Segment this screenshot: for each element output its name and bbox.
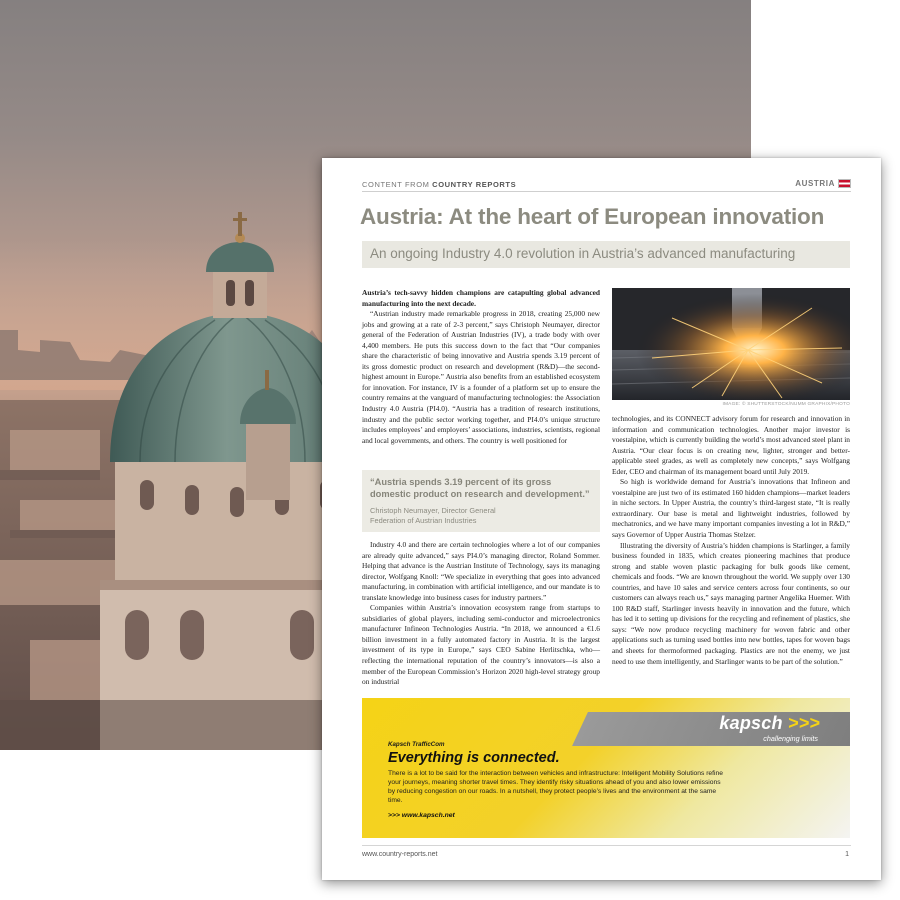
pull-quote-author: Christoph Neumayer, Director General [370,506,496,515]
pull-quote-text: “Austria spends 3.19 percent of its gross domestic product on research and development.” [370,477,590,499]
ad-url-link[interactable]: >>> www.kapsch.net [388,812,455,819]
header-prefix: CONTENT FROM [362,180,433,189]
body-paragraph: So high is worldwide demand for Austria’s innovations that Infineon and voestalpine are just two of its estimated 160 hidden champions—market leaders in niche sectors. In Upper Austria, the country’s third-largest state, “It is really extraordinary. Our base is metal and lightweight industries, followed by mechatronics, and we have many important companies investing a lot in R&D,” says Governor of Upper Austria Thomas Stelzer. [612,477,850,540]
header-country-label: AUSTRIA [795,179,835,188]
article-subtitle: An ongoing Industry 4.0 revolution in Austria’s advanced manufacturing [370,246,796,261]
lead-paragraph: Austria’s tech-savvy hidden champions are catapulting global advanced manufacturing into the next decade. [362,288,600,308]
austria-flag-icon [838,179,851,188]
kapsch-logo-word: kapsch [719,713,783,733]
body-paragraph: Industry 4.0 and there are certain technologies where a lot of our companies are already quite advanced,” says PI4.0’s managing director, Roland Sommer. Helping that advance is the Austrian Institute of Technology, says its managing director, Wolfgang Knoll: “We specialize in everything that goes into advanced manufacturing, in combination with artificial intelligence, and our mandate is to translate knowledge into business cases for industry partners.” [362,540,600,602]
body-paragraph: Illustrating the diversity of Austria’s hidden champions is Starlinger, a family business founded in 1835, which creates pioneering machines that produce strong and stable woven plastic packaging for bulk goods like cement, chemicals and foods. “We are known throughout the world. We supply over 130 countries, and have 10 sales and service centers across four continents, so our customers can always reach us,” says managing partner Angelika Huemer. With 100 R&D staff, Starlinger invests heavily in innovation and the future, which has led it to setting up divisions for the recycling and refinement of plastics, she says: “We now produce recycling machinery for woven fabric and other applications such as turning used bottles into new bottles, tapes for woven bags and sheets for thermoformed packaging. Plastics are not the enemy, we just need to use them intelligently, and Starlinger wants to be part of the solution.” [612,540,850,666]
article-title: Austria: At the heart of European innovation [360,204,825,229]
footer-url-link[interactable]: www.country-reports.net [362,851,438,858]
kapsch-logo [719,713,820,734]
ad-tagline: challenging limits [763,734,818,743]
pull-quote-attribution [370,506,496,525]
ad-body: There is a lot to be said for the interaction between vehicles and infrastructure: Intelligent Mobility Solutions refine your journeys, meaning shorter travel times. They identify risky situations ahead of you and also lower emissions by reducing congestion on our roads. In a nutshell, they protect people’s lives and the environment at the same time. [388,770,723,805]
pull-quote-org: Federation of Austrian Industries [370,515,477,525]
header-country [795,179,851,188]
subtitle-bar [362,241,850,268]
laser-cutting-illustration [612,288,850,400]
ad-headline: Everything is connected. [388,750,560,766]
header-source [362,180,516,189]
footer-divider [362,845,851,846]
pull-quote [362,470,600,532]
ad-brand: Kapsch TrafficCom [388,741,445,748]
kapsch-logo-arrows: >>> [787,713,820,733]
kapsch-advertisement [362,698,850,838]
column-1-top [362,288,600,446]
article-photo [612,288,850,400]
header-brand: COUNTRY REPORTS [432,180,517,189]
page-number: 1 [845,851,849,858]
body-paragraph: Companies within Austria’s innovation ecosystem range from startups to subsidiaries of global players, including semi-conductor and microelectronics manufacturer Infineon Technologies Austria. “In 2018, we announced a €1.6 billion investment in a fully automated factory in Austria. It is the largest investment of its type in Europe,” says CEO Sabine Herlitschka, who—reflecting the international reputation of the country’s innovators—is also a member of the European Commission’s Horizon 2020 high-level strategy group on industrial [362,603,600,687]
body-paragraph: technologies, and its CONNECT advisory forum for research and innovation in information and communication technologies. Another major investor is voestalpine, which is currently building the world’s most advanced steel plant in Austria. “Our clear focus is on creating new, lighter, stronger and better-applicable steel grades, as well as completely new concepts,” says Wolfgang Eder, CEO and chairman of its management board until July 2019. [612,414,850,476]
column-1-bottom [362,540,600,688]
magazine-page [322,158,881,880]
header-divider [362,191,851,192]
photo-credit: IMAGE: © SHUTTERSTOCK/NUMM GRAPHIX/PHOTO [722,402,850,407]
body-paragraph: “Austrian industry made remarkable progress in 2018, creating 25,000 new jobs and growing at a rate of 2-3 percent,” says Christoph Neumayer, director general of the Federation of Austrian Industries (IV), a trade body with over 4,400 members. He puts this success down to the fact that “Our companies share the characteristic of being innovative and Austria spends 3.19 percent of its gross domestic product on research and development (R&D)—the second-highest amount in Europe.” Austria also benefits from an established ecosystem for innovation. For instance, IV is a founder of a platform set up to ensure the country remains at the vanguard of manufacturing technologies: the Association Industry 4.0 Austria (PI4.0). “Austria has a tradition of research institutions, industry and the public sector working together, and PI4.0’s unique structure includes employees’ and employers’ associations, industries, scientists, regional and local governments, and others. The country is well positioned for [362,309,600,445]
column-2 [612,414,850,667]
